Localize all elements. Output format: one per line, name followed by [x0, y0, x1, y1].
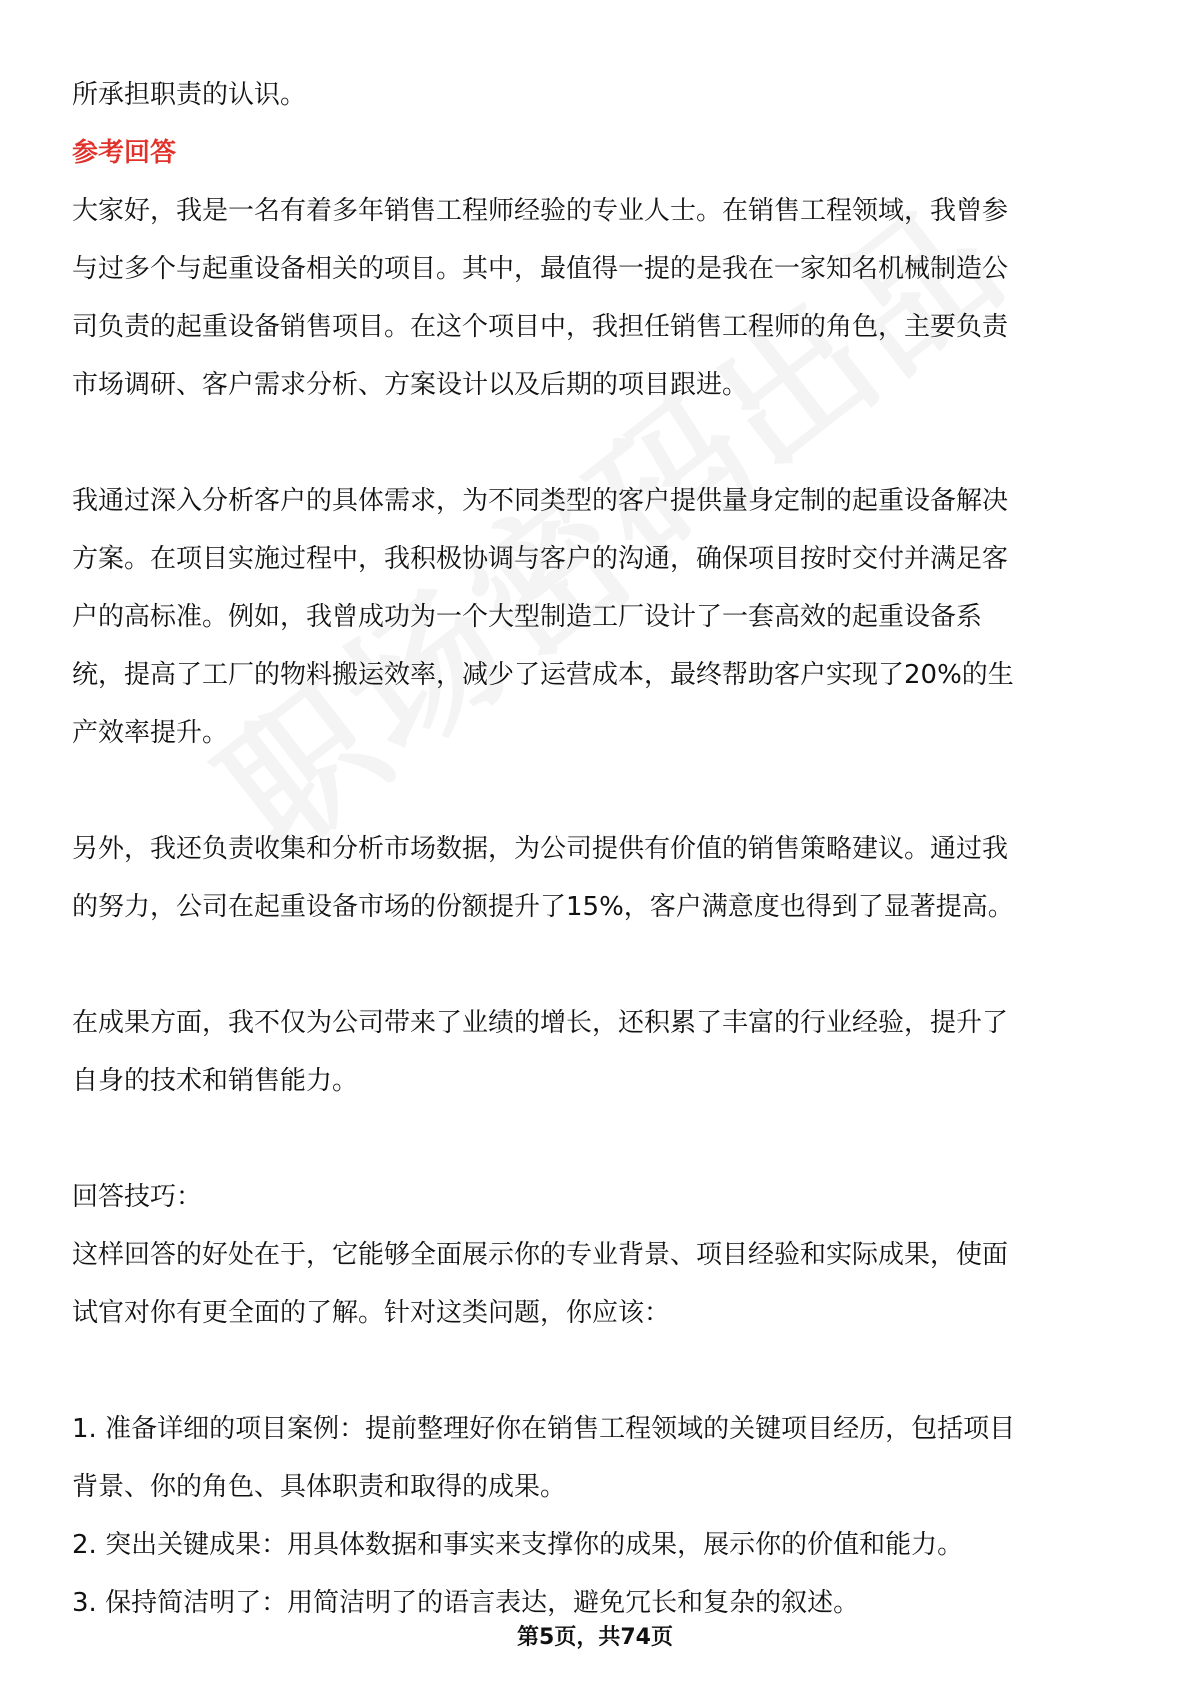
tips-intro — [72, 1226, 1122, 1342]
paragraph-4 — [72, 994, 1122, 1110]
paragraph-line: 这样回答的好处在于，它能够全面展示你的专业背景、项目经验和实际成果，使面 — [72, 1240, 1009, 1270]
list-item: 背景、你的角色、具体职责和取得的成果。 — [72, 1472, 567, 1502]
list-item: 2. 突出关键成果：用具体数据和事实来支撑你的成果，展示你的价值和能力。 — [72, 1530, 964, 1560]
page-footer: 第5页，共74页 — [517, 1625, 673, 1650]
paragraph-line: 另外，我还负责收集和分析市场数据，为公司提供有价值的销售策略建议。通过我 — [72, 834, 1009, 864]
page-content — [72, 66, 1122, 1632]
paragraph-line: 方案。在项目实施过程中，我积极协调与客户的沟通，确保项目按时交付并满足客 — [72, 544, 1009, 574]
spacer — [72, 1342, 1122, 1400]
paragraph-line: 户的高标准。例如，我曾成功为一个大型制造工厂设计了一套高效的起重设备系 — [72, 602, 983, 632]
paragraph-line: 我通过深入分析客户的具体需求，为不同类型的客户提供量身定制的起重设备解决 — [72, 486, 1009, 516]
list-item: 3. 保持简洁明了：用简洁明了的语言表达，避免冗长和复杂的叙述。 — [72, 1588, 860, 1618]
tips-heading: 回答技巧： — [72, 1182, 203, 1212]
paragraph-line: 在成果方面，我不仅为公司带来了业绩的增长，还积累了丰富的行业经验，提升了 — [72, 1008, 1009, 1038]
paragraph-line: 与过多个与起重设备相关的项目。其中，最值得一提的是我在一家知名机械制造公 — [72, 254, 1009, 284]
paragraph-3 — [72, 820, 1122, 936]
spacer — [72, 414, 1122, 472]
paragraph-2 — [72, 472, 1122, 762]
paragraph-line: 大家好，我是一名有着多年销售工程师经验的专业人士。在销售工程领域，我曾参 — [72, 196, 1009, 226]
answer-heading: 参考回答 — [72, 138, 177, 168]
paragraph-line: 产效率提升。 — [72, 718, 229, 748]
paragraph-line: 自身的技术和销售能力。 — [72, 1066, 359, 1096]
spacer — [72, 762, 1122, 820]
paragraph-line: 试官对你有更全面的了解。针对这类问题，你应该： — [72, 1298, 671, 1328]
paragraph-line: 市场调研、客户需求分析、方案设计以及后期的项目跟进。 — [72, 370, 749, 400]
spacer — [72, 936, 1122, 994]
spacer — [72, 1110, 1122, 1168]
intro-tail-text: 所承担职责的认识。 — [72, 80, 307, 110]
paragraph-line: 统，提高了工厂的物料搬运效率，减少了运营成本，最终帮助客户实现了20%的生 — [72, 660, 1014, 690]
paragraph-line: 司负责的起重设备销售项目。在这个项目中，我担任销售工程师的角色，主要负责 — [72, 312, 1009, 342]
paragraph-line: 的努力，公司在起重设备市场的份额提升了15%，客户满意度也得到了显著提高。 — [72, 892, 1014, 922]
paragraph-1 — [72, 182, 1122, 414]
tips-list — [72, 1400, 1122, 1632]
list-item: 1. 准备详细的项目案例：提前整理好你在销售工程领域的关键项目经历，包括项目 — [72, 1414, 1016, 1444]
